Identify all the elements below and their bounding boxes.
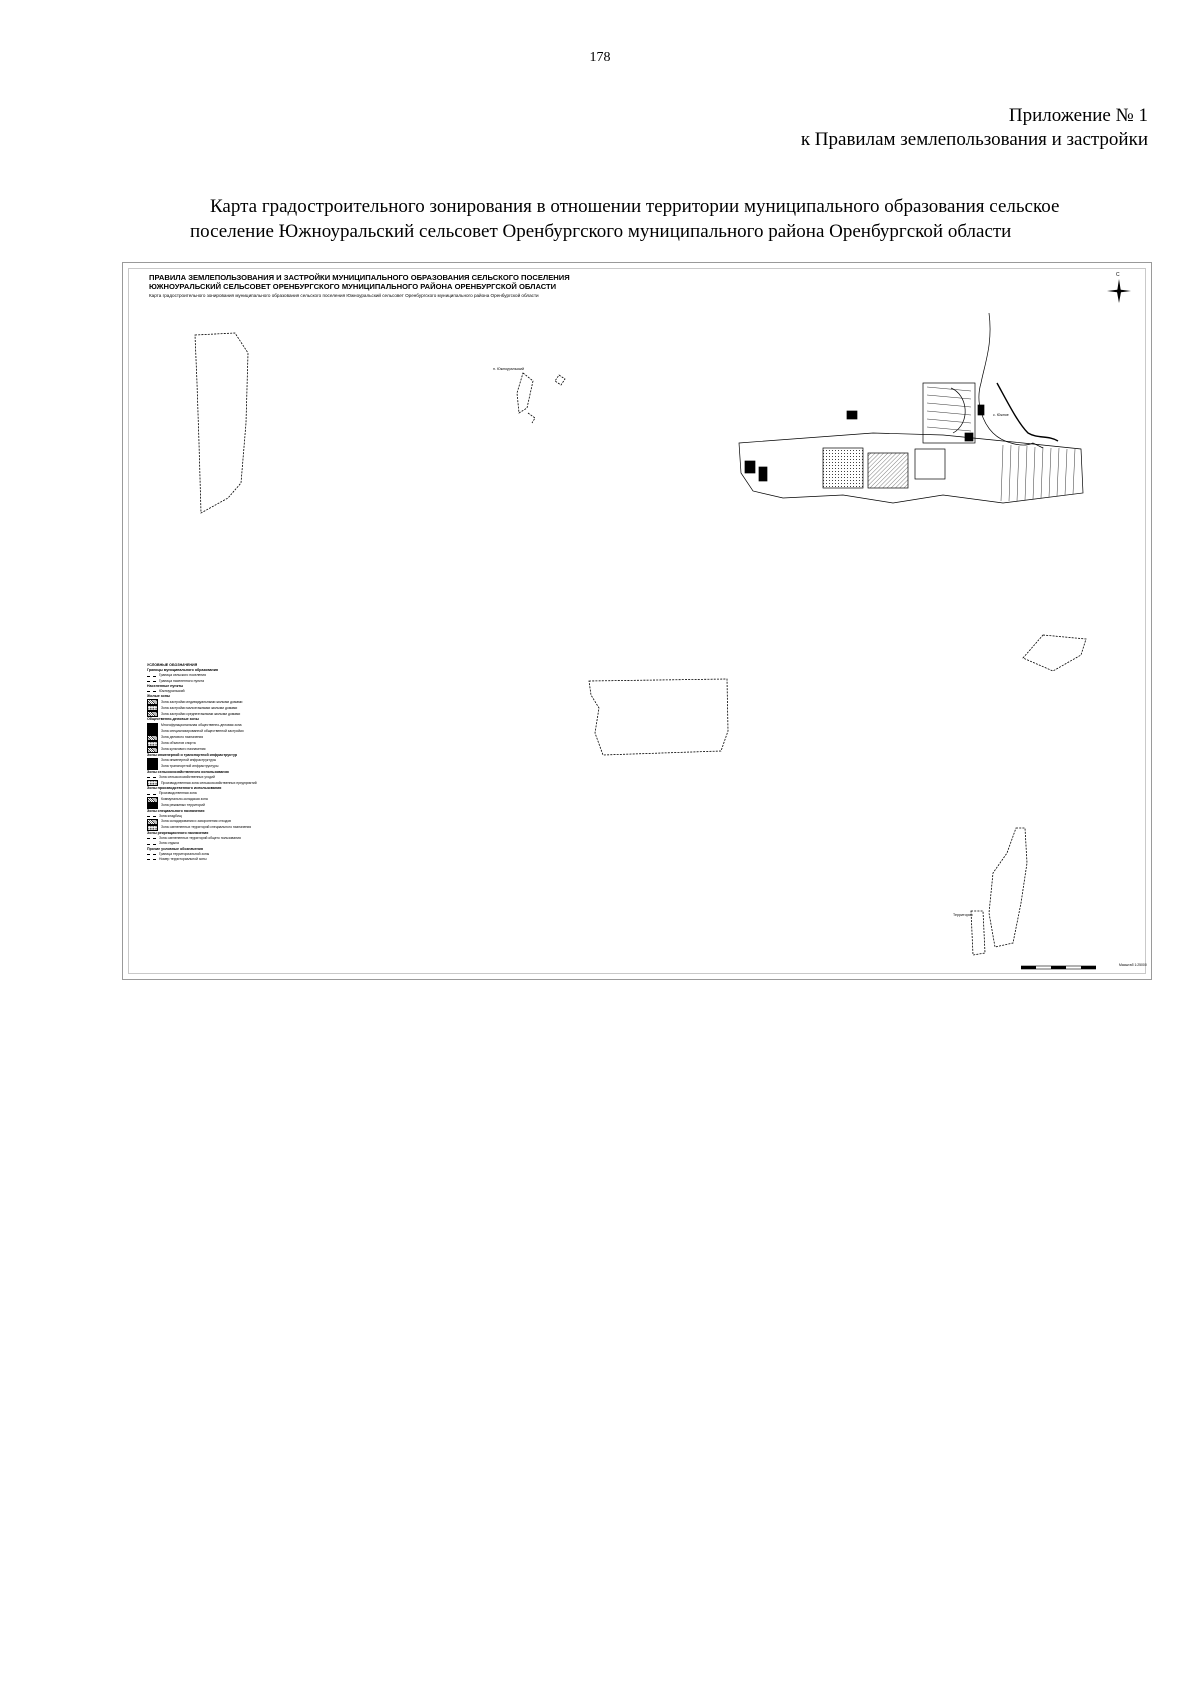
appendix-line-1: Приложение № 1 [1008,105,1148,126]
map-drawing [123,263,1153,981]
legend-swatch-icon [147,764,158,770]
legend-item [147,857,277,862]
legend-swatch-icon [147,803,158,809]
legend-item-label: Зона сельскохозяйственных угодий [159,775,215,780]
legend-item-label: Производственная зона [159,791,197,796]
legend-item-label: Зона кладбищ [159,813,182,818]
document-title: Карта градостроительного зонирования в отношении территории муниципального образования сельское поселение Южноуральский сельсовет Оренбургского муниципального района Оренбургской области [190,196,1060,242]
legend-swatch-icon [147,747,158,753]
legend-item-label: Граница населенного пункта [159,678,204,683]
legend-group-heading: Границы муниципального образования [147,668,219,673]
label-settlement-south: Территория [953,913,973,917]
parcel-center-south [589,679,728,755]
legend-item-label: Зона складирования и захоронения отходов [161,819,231,824]
map-title-line-1: ПРАВИЛА ЗЕМЛЕПОЛЬЗОВАНИЯ И ЗАСТРОЙКИ МУНИЦИПАЛЬНОГО ОБРАЗОВАНИЯ СЕЛЬСКОГО ПОСЕЛЕНИЯ [149,273,570,282]
legend-group-heading: Зоны специального назначения [147,808,205,813]
legend-swatch-icon [147,816,156,817]
legend-item-label: Номер территориальной зоны [159,857,207,862]
legend-item-label: Зона отдыха [159,841,179,846]
legend-item-label: Граница сельского поселения [159,673,206,678]
legend-group-heading: Зоны рекреационного назначения [147,831,209,836]
label-settlement-center: п. Южноуральский [493,367,525,371]
legend-group-heading: Жилые зоны [147,694,170,699]
legend-item-label: Коммунально-складская зона [161,797,208,802]
legend-item-label: Зона озелененных территорий специального назначения [161,825,252,830]
legend-item-label: Зона застройки малоэтажными жилыми домами [161,705,238,710]
north-letter: С [1116,272,1120,278]
label-settlement-east: с. Южное [993,413,1009,417]
legend-swatch-icon [147,777,156,778]
appendix-reference [801,104,1148,152]
legend-swatch-icon [147,838,156,839]
legend-item-label: Зона делового назначения [161,735,204,740]
legend-swatch-icon [147,859,156,860]
legend-item-label: Зона специализированной общественной застройки [161,729,244,734]
legend-group-heading: Зоны инженерной и транспортной инфраструктур [147,752,238,757]
scale-caption: Масштаб 1:25000 [1119,963,1147,967]
legend-swatch-icon [147,794,156,795]
legend-item-label: Граница территориальной зоны [159,851,210,856]
legend-swatch-icon [147,681,156,682]
map-title-line-2: ЮЖНОУРАЛЬСКИЙ СЕЛЬСОВЕТ ОРЕНБУРГСКОГО МУНИЦИПАЛЬНОГО РАЙОНА ОРЕНБУРГСКОЙ ОБЛАСТИ [149,282,557,291]
legend-swatch-icon [147,844,156,845]
parcel-south [989,828,1027,947]
legend-item-label: Зона инженерной инфраструктуры [161,758,217,763]
legend-item-label: Южноуральский [159,689,185,694]
legend-group-heading: Зоны сельскохозяйственного использования [147,769,229,774]
parcel-north-small [517,373,533,413]
map-legend [147,663,277,862]
scale-bar-icon [1021,965,1096,971]
legend-body [147,668,277,862]
legend-item-label: Зона объектов спорта [161,741,196,746]
zoning-map [122,262,1152,980]
parcel-south-inner [971,911,985,955]
page-number: 178 [589,50,611,65]
parcel-north-tiny [555,375,565,385]
legend-item-label: Зона режимных территорий [161,803,205,808]
legend-group-heading: Населенные пункты [147,683,184,688]
legend-title: УСЛОВНЫЕ ОБОЗНАЧЕНИЯ [147,663,198,667]
map-subtitle: Карта градостроительного зонирования муниципального образования сельского поселения Южноуральский сельсовет Оренбургского муниципального района Оренбургской области [149,293,539,298]
legend-swatch-icon [147,676,156,677]
parcel-north-mark [528,413,535,423]
appendix-line-2: к Правилам землепользования и застройки [800,129,1148,150]
legend-swatch-icon [147,854,156,855]
legend-item-label: Многофункциональная общественно-деловая зона [161,723,242,728]
legend-item-label: Зона застройки среднеэтажными жилыми домами [161,711,241,716]
parcel-west [195,333,248,513]
legend-item-label: Зона транспортной инфраструктуры [161,764,219,769]
legend-group-heading: Зоны производственного использования [147,786,222,791]
legend-group-heading: Прочие условные обозначения [147,846,203,851]
legend-swatch-icon [147,691,156,692]
legend-item-label: Производственная зона сельскохозяйственных предприятий [161,780,257,785]
legend-item-label: Зона культового назначения [161,747,206,752]
settlement-east-block [739,313,1083,503]
parcel-southeast [1023,635,1086,671]
legend-item-label: Зона озелененных территорий общего пользования [159,836,241,841]
legend-group-heading: Общественно-деловые зоны [147,717,199,722]
legend-item-label: Зона застройки индивидуальными жилыми домами [161,699,243,704]
